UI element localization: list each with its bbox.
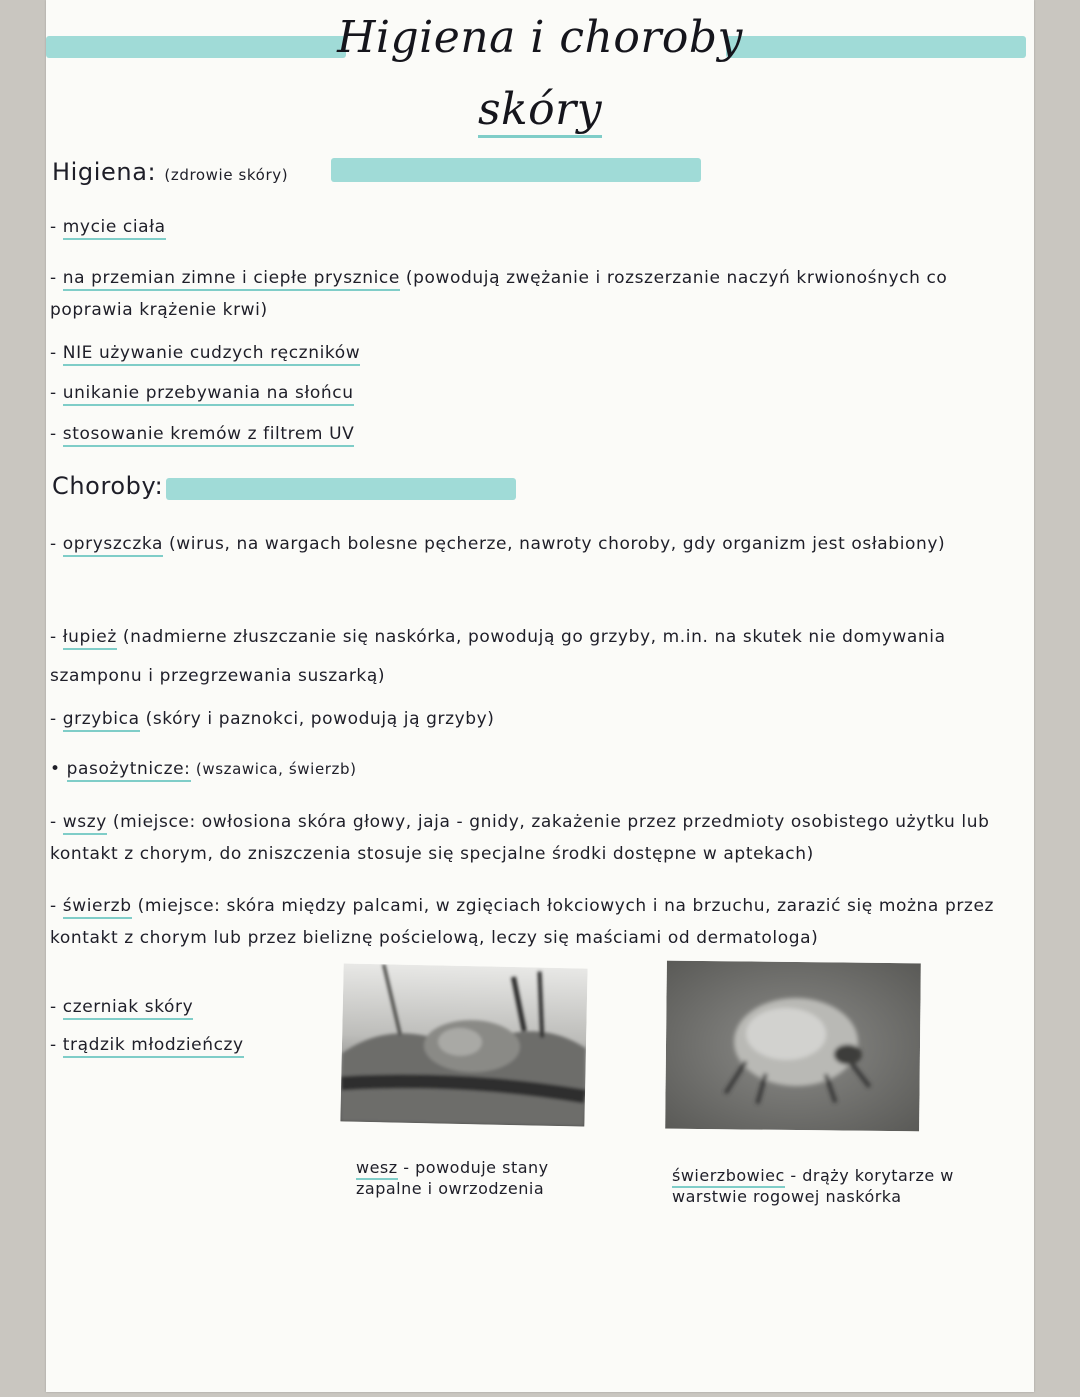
hygiene-item: - stosowanie kremów z filtrem UV xyxy=(50,425,354,445)
page-title-line2-text: skóry xyxy=(478,84,602,138)
louse-photo xyxy=(340,963,587,1126)
disease-item: • pasożytnicze: (wszawica, świerzb) xyxy=(50,760,357,780)
mite-photo xyxy=(665,961,921,1132)
hygiene-heading-note: (zdrowie skóry) xyxy=(164,166,289,184)
notebook-page xyxy=(46,0,1034,1392)
hygiene-item: - na przemian zimne i ciepłe prysznice (powodują zwężanie i rozszerzanie naczyń krwionośnych co poprawia krążenie krwi) xyxy=(50,268,948,321)
hygiene-heading xyxy=(52,158,288,186)
disease-desc: (miejsce: skóra między palcami, w zgięciach łokciowych i na brzuchu, zarazić się można przez kontakt z chorym lub przez bieliznę pościelową, leczy się maściami od dermatologa) xyxy=(50,896,995,949)
disease-item: - łupież (nadmierne złuszczanie się naskórka, powodują go grzyby, m.in. na skutek nie domywania szamponu i przegrzewania suszarką) xyxy=(50,627,946,687)
disease-item: - wszy (miejsce: owłosiona skóra głowy, jaja - gnidy, zakażenie przez przedmioty osobistego użytku lub kontakt z chorym, do zniszczenia stosuje się specjalne środki dostępne w aptekach) xyxy=(50,812,990,865)
hygiene-heading-text: Higiena: xyxy=(52,158,157,186)
hygiene-term: na przemian zimne i ciepłe prysznice xyxy=(63,268,400,291)
hygiene-desc: (powodują zwężanie i rozszerzanie naczyń krwionośnych co poprawia krążenie krwi) xyxy=(50,268,948,321)
disease-desc: (skóry i paznokci, powodują ją grzyby) xyxy=(139,709,495,729)
disease-item: - grzybica (skóry i paznokci, powodują ją grzyby) xyxy=(50,710,495,730)
mite-caption xyxy=(672,1166,982,1208)
page-title-line2 xyxy=(46,84,1034,135)
disease-term: opryszczka xyxy=(63,534,163,557)
louse-caption-text: - powoduje stany zapalne i owrzodzenia xyxy=(356,1158,549,1198)
disease-term: wszy xyxy=(63,812,107,835)
disease-term: łupież xyxy=(63,627,117,650)
diseases-heading: Choroby: xyxy=(52,472,164,500)
disease-desc: (wirus, na wargach bolesne pęcherze, nawroty choroby, gdy organizm jest osłabiony) xyxy=(163,534,946,554)
disease-term: świerzb xyxy=(63,896,132,919)
disease-item: - opryszczka (wirus, na wargach bolesne pęcherze, nawroty choroby, gdy organizm jest osłabiony) xyxy=(50,528,1010,560)
disease-item: - świerzb (miejsce: skóra między palcami, w zgięciach łokciowych i na brzuchu, zarazić się można przez kontakt z chorym lub przez bieliznę pościelową, leczy się maściami od dermatologa) xyxy=(50,896,995,949)
hygiene-highlight xyxy=(331,158,701,182)
hygiene-item: - NIE używanie cudzych ręczników xyxy=(50,344,360,364)
hygiene-term: stosowanie kremów z filtrem UV xyxy=(63,424,355,447)
disease-term: czerniak skóry xyxy=(63,997,194,1020)
mite-caption-term: świerzbowiec xyxy=(672,1166,785,1188)
disease-term: trądzik młodzieńczy xyxy=(63,1035,244,1058)
page-title-line1: Higiena i choroby xyxy=(337,12,743,63)
mite-caption-text: - drąży korytarze w warstwie rogowej naskórka xyxy=(672,1166,954,1206)
disease-desc: (miejsce: owłosiona skóra głowy, jaja - gnidy, zakażenie przez przedmioty osobistego użytku lub kontakt z chorym, do zniszczenia stosuje się specjalne środki dostępne w aptekach) xyxy=(50,812,990,865)
louse-photo-image xyxy=(340,963,587,1126)
louse-caption xyxy=(356,1158,606,1200)
hygiene-term: unikanie przebywania na słońcu xyxy=(63,383,354,406)
disease-term: grzybica xyxy=(63,709,140,732)
hygiene-term: NIE używanie cudzych ręczników xyxy=(63,343,361,366)
mite-photo-image xyxy=(665,961,921,1132)
hygiene-item: - mycie ciała xyxy=(50,218,166,238)
hygiene-term: mycie ciała xyxy=(63,217,166,240)
disease-item: - czerniak skóry xyxy=(50,998,193,1018)
diseases-highlight xyxy=(166,478,516,500)
hygiene-item: - unikanie przebywania na słońcu xyxy=(50,384,354,404)
louse-caption-term: wesz xyxy=(356,1158,398,1180)
disease-desc: (wszawica, świerzb) xyxy=(190,760,357,778)
disease-item: - trądzik młodzieńczy xyxy=(50,1036,244,1056)
disease-term: pasożytnicze: xyxy=(67,759,191,782)
disease-desc: (nadmierne złuszczanie się naskórka, powodują go grzyby, m.in. na skutek nie domywania szamponu i przegrzewania suszarką) xyxy=(50,627,946,687)
